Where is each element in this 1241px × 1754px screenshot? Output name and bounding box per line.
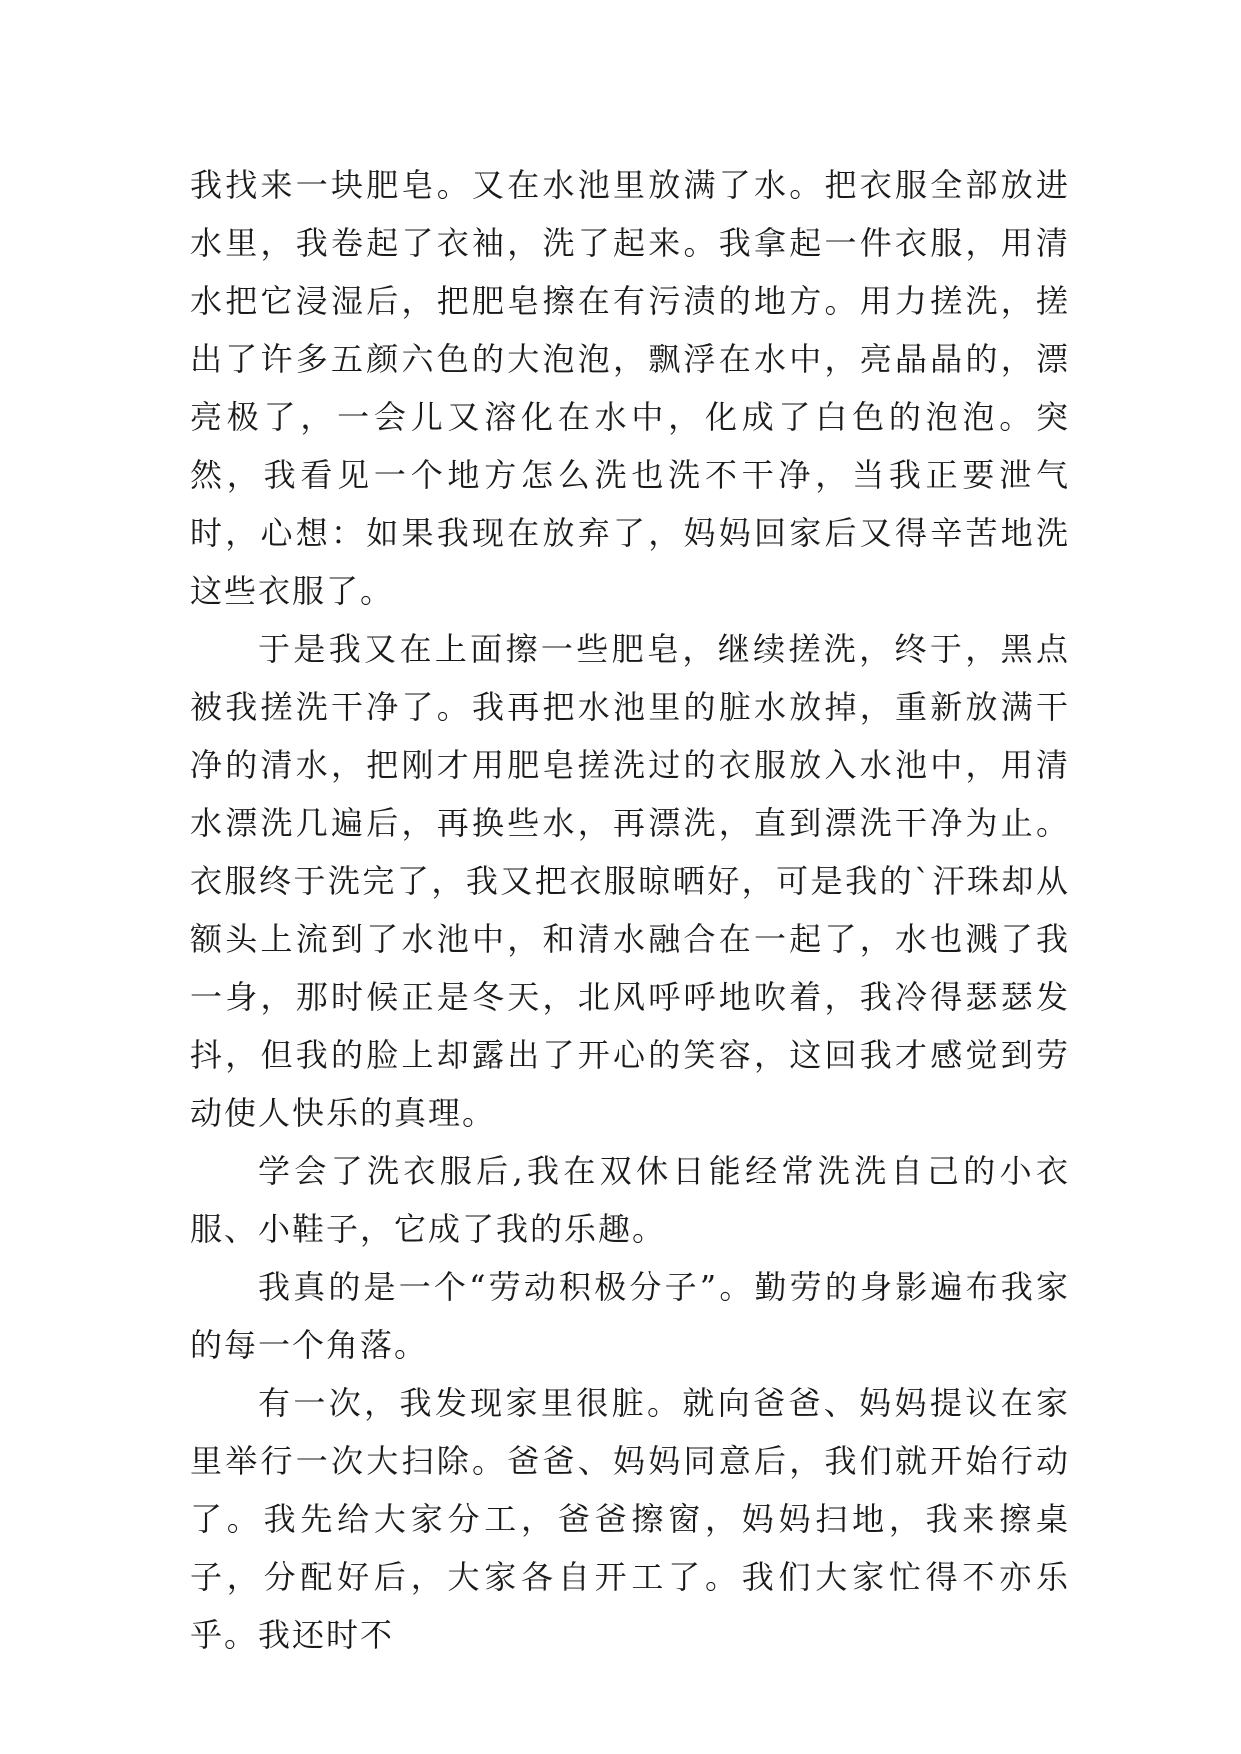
paragraph-2: 于是我又在上面擦一些肥皂，继续搓洗，终于，黑点被我搓洗干净了。我再把水池里的脏水放掉，重新放满干净的清水，把刚才用肥皂搓洗过的衣服放入水池中，用清水漂洗几遍后，再换些水，再漂洗，直到漂洗干净为止。衣服终于洗完了，我又把衣服晾晒好，可是我的`汗珠却从额头上流到了水池中，和清水融合在一起了，水也溅了我一身，那时候正是冬天，北风呼呼地吹着，我冷得瑟瑟发抖，但我的脸上却露出了开心的笑容，这回我才感觉到劳动使人快乐的真理。	[190, 630, 1070, 1132]
paragraph-5: 有一次，我发现家里很脏。就向爸爸、妈妈提议在家里举行一次大扫除。爸爸、妈妈同意后，我们就开始行动了。我先给大家分工，爸爸擦窗，妈妈扫地，我来擦桌子，分配好后，大家各自开工了。我们大家忙得不亦乐乎。我还时不	[190, 1384, 1070, 1654]
paragraph-3: 学会了洗衣服后,我在双休日能经常洗洗自己的小衣服、小鞋子，它成了我的乐趣。	[190, 1152, 1070, 1248]
paragraph-4: 我真的是一个“劳动积极分子”。勤劳的身影遍布我家的每一个角落。	[190, 1268, 1070, 1364]
paragraph-1: 我找来一块肥皂。又在水池里放满了水。把衣服全部放进水里，我卷起了衣袖，洗了起来。我拿起一件衣服，用清水把它浸湿后，把肥皂擦在有污渍的地方。用力搓洗，搓出了许多五颜六色的大泡泡，飘浮在水中，亮晶晶的，漂亮极了，一会儿又溶化在水中，化成了白色的泡泡。突然，我看见一个地方怎么洗也洗不干净，当我正要泄气时，心想：如果我现在放弃了，妈妈回家后又得辛苦地洗这些衣服了。	[190, 166, 1070, 610]
body-text	[190, 156, 1070, 1664]
